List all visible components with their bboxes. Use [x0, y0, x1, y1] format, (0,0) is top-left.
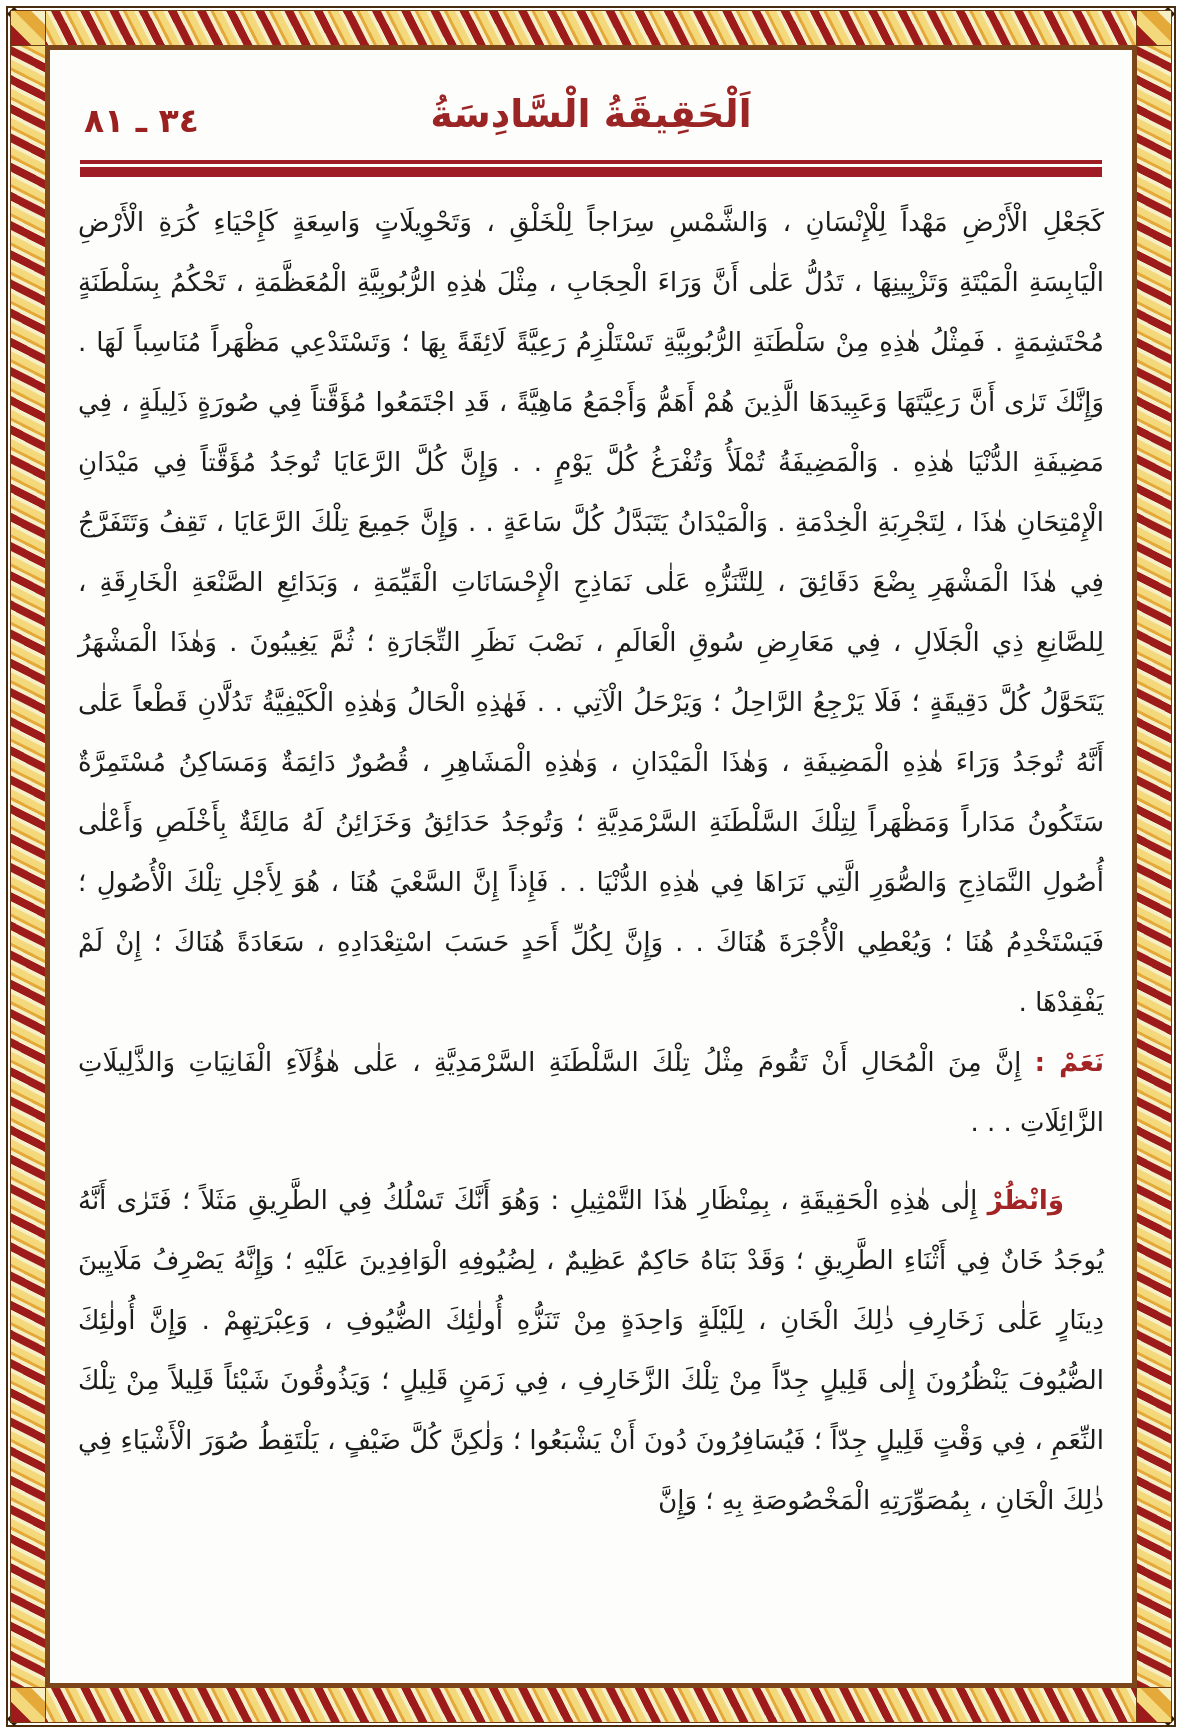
- border-chain-left: [10, 44, 46, 1689]
- title-rule: [80, 160, 1102, 177]
- page-header: [78, 74, 1104, 154]
- paragraph-2-text: إِنَّ مِنَ الْمُحَالِ أَنْ تَقُومَ مِثْلُ تِلْكَ السَّلْطَنَةِ السَّرْمَدِيَّةِ ، عَلٰى هٰؤُلَآءِ الْفَانِيَاتِ وَالذَّلِيلَاتِ الزَّائِلَاتِ . . .: [78, 1048, 1104, 1138]
- paragraph-2-lead-word: نَعَمْ :: [1034, 1048, 1105, 1078]
- border-corner: [1136, 10, 1172, 46]
- body-text: [78, 193, 1104, 1531]
- border-corner: [1136, 1687, 1172, 1723]
- page-content: [50, 50, 1132, 1683]
- paragraph-1: كَجَعْلِ الْأَرْضِ مَهْداً لِلْإِنْسَانِ ، وَالشَّمْسِ سِرَاجاً لِلْخَلْقِ ، وَتَحْوِيلَاتٍ وَاسِعَةٍ كَإِحْيَاءِ كُرَةِ الْأَرْضِ الْيَابِسَةِ الْمَيْتَةِ وَتَزْيِينِهَا ، تَدُلُّ عَلٰى أَنَّ وَرَاءَ الْحِجَابِ ، مِثْلَ هٰذِهِ الرُّبُوبِيَّةِ الْمُعَظَّمَةِ ، تَحْكُمُ بِسَلْطَنَةٍ مُحْتَشِمَةٍ . فَمِثْلُ هٰذِهِ مِنْ سَلْطَنَةِ الرُّبُوبِيَّةِ تَسْتَلْزِمُ رَعِيَّةً لَائِقَةً بِهَا ؛ وَتَسْتَدْعِي مَظْهَراً مُنَاسِباً لَهَا . وَإِنَّكَ تَرٰى أَنَّ رَعِيَّتَهَا وَعَبِيدَهَا الَّذِينَ هُمْ أَهَمُّ وَأَجْمَعُ مَاهِيَّةً ، قَدِ اجْتَمَعُوا مُؤَقَّتاً فِي صُورَةٍ ذَلِيلَةٍ ، فِي مَضِيفَةِ الدُّنْيَا هٰذِهِ . وَالْمَضِيفَةُ تُمْلَأُ وَتُفْرَغُ كُلَّ يَوْمٍ . . وَإِنَّ كُلَّ الرَّعَايَا تُوجَدُ مُؤَقَّتاً فِي مَيْدَانِ الْإِمْتِحَانِ هٰذَا ، لِتَجْرِبَةِ الْخِدْمَةِ . وَالْمَيْدَانُ يَتَبَدَّلُ كُلَّ سَاعَةٍ . . وَإِنَّ جَمِيعَ تِلْكَ الرَّعَايَا ، تَقِفُ وَتَتَفَرَّجُ فِي هٰذَا الْمَشْهَرِ بِضْعَ دَقَائِقَ ، لِلتَّنَزُّهِ عَلٰى نَمَاذِجِ الْإِحْسَانَاتِ الْقَيِّمَةِ ، وَبَدَائِعِ الصَّنْعَةِ الْخَارِقَةِ ، لِلصَّانِعِ ذِي الْجَلَالِ ، فِي مَعَارِضِ سُوقِ الْعَالَمِ ، نَصْبَ نَظَرِ التِّجَارَةِ ؛ ثُمَّ يَغِيبُونَ . وَهٰذَا الْمَشْهَرُ يَتَحَوَّلُ كُلَّ دَقِيقَةٍ ؛ فَلَا يَرْجِعُ الرَّاحِلُ ؛ وَيَرْحَلُ الْآتِي . . فَهٰذِهِ الْحَالُ وَهٰذِهِ الْكَيْفِيَّةُ تَدُلَّانِ قَطْعاً عَلٰى أَنَّهُ تُوجَدُ وَرَاءَ هٰذِهِ الْمَضِيفَةِ ، وَهٰذَا الْمَيْدَانِ ، وَهٰذِهِ الْمَشَاهِرِ ، قُصُورٌ دَائِمَةٌ وَمَسَاكِنُ مُسْتَمِرَّةٌ سَتَكُونُ مَدَاراً وَمَظْهَراً لِتِلْكَ السَّلْطَنَةِ السَّرْمَدِيَّةِ ؛ وَتُوجَدُ حَدَائِقُ وَخَزَائِنُ لَهُ مَالِئَةٌ بِأَخْلَصِ وَأَعْلٰى أُصُولِ النَّمَاذِجِ وَالصُّوَرِ الَّتِي نَرَاهَا فِي هٰذِهِ الدُّنْيَا . . فَإِذاً إِنَّ السَّعْيَ هُنَا ، هُوَ لِأَجْلِ تِلْكَ الْأُصُولِ ؛ فَيَسْتَخْدِمُ هُنَا ؛ وَيُعْطِي الْأُجْرَةَ هُنَاكَ . . وَإِنَّ لِكُلِّ أَحَدٍ حَسَبَ اسْتِعْدَادِهِ ، سَعَادَةً هُنَاكَ ؛ إِنْ لَمْ يَفْقِدْهَا .: [78, 208, 1104, 1018]
- paragraph-3: [78, 1171, 1104, 1531]
- paragraph-2: [78, 1033, 1104, 1153]
- border-chain-top: [10, 10, 1172, 46]
- border-chain-right: [1136, 44, 1172, 1689]
- border-corner: [10, 10, 46, 46]
- title-rule-thick-line: [80, 167, 1102, 177]
- border-chain-bottom: [10, 1687, 1172, 1723]
- page-number: ٣٤ ـ ٨١: [84, 101, 199, 140]
- border-corner: [10, 1687, 46, 1723]
- paragraph-3-lead-word: وَانْظُرْ: [987, 1186, 1064, 1216]
- paragraph-3-text: إِلٰى هٰذِهِ الْحَقِيقَةِ ، بِمِنْظَارِ هٰذَا التَّمْثِيلِ : وَهُوَ أَنَّكَ تَسْلُكُ فِي الطَّرِيقِ مَثَلاً ؛ فَتَرٰى أَنَّهُ يُوجَدُ خَانٌ فِي أَثْنَاءِ الطَّرِيقِ ؛ وَقَدْ بَنَاهُ حَاكِمٌ عَظِيمٌ ، لِضُيُوفِهِ الْوَافِدِينَ عَلَيْهِ ؛ وَإِنَّهُ يَصْرِفُ مَلَايِينَ دِينَارٍ عَلٰى زَخَارِفِ ذٰلِكَ الْخَانِ ، لِلَيْلَةٍ وَاحِدَةٍ مِنْ تَنَزُّهِ أُولٰئِكَ الضُّيُوفِ ، وَعِبْرَتِهِمْ . وَإِنَّ أُولٰئِكَ الضُّيُوفَ يَنْظُرُونَ إِلٰى قَلِيلٍ جِدّاً مِنْ تِلْكَ الزَّخَارِفِ ، فِي زَمَنٍ قَلِيلٍ ؛ وَيَذُوقُونَ شَيْئاً قَلِيلاً مِنْ تِلْكَ النِّعَمِ ، فِي وَقْتٍ قَلِيلٍ جِدّاً ؛ فَيُسَافِرُونَ دُونَ أَنْ يَشْبَعُوا ؛ وَلٰكِنَّ كُلَّ ضَيْفٍ ، يَلْتَقِطُ صُوَرَ الْأَشْيَاءِ فِي ذٰلِكَ الْخَانِ ، بِمُصَوِّرَتِهِ الْمَخْصُوصَةِ بِهِ ؛ وَإِنَّ: [78, 1186, 1104, 1516]
- chapter-title: اَلْحَقِيقَةُ الْسَّادِسَةُ: [430, 92, 752, 136]
